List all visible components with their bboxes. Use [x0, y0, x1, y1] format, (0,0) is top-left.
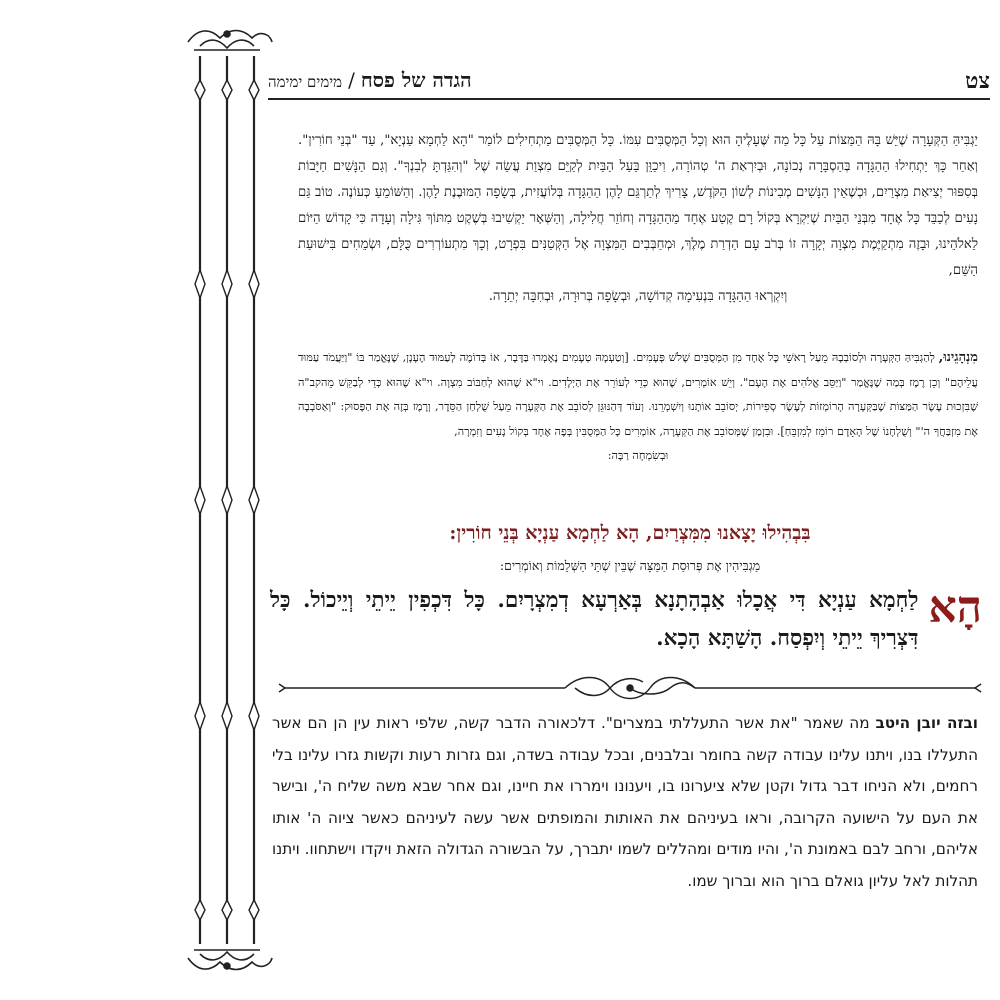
explanation-lead: ובזה יובן היטב [875, 714, 979, 732]
page-header [268, 62, 990, 102]
commentary-block-1 [298, 128, 978, 310]
ornamental-border-icon [180, 20, 275, 980]
page-number: צט [965, 68, 990, 94]
commentary-2-lead: מִנְהָגֵינוּ, [938, 350, 978, 365]
title-separator: / [348, 68, 355, 92]
book-subtitle: מימים ימימה [268, 73, 343, 91]
commentary-2-text: לְהַגְבִּיהַּ הַקְּעָרָה וּלְסוֹבְבָהּ מֵעַל רָאשֵׁי כָּל אֶחָד מִן הַמְּסֻבִּים שָׁלֹשׁ פְּעָמִים. [וְטַעְמָהּ טְעָמִים נֶאֶמְרוּ בַּדָּבָר, אוֹ בְּדוֹמֶה לְעַמּוּד הֶעָנָן, שֶׁנֶּאֱמַר בּוֹ "וַיַּעֲמֹד עַמּוּד עֲלֵיהֶם" וְכֵן רֶמֶז בְּמַה שֶׁנֶּאֱמַר "וַיַּסֵּב אֱלֹהִים אֶת הָעָם". וְיֵשׁ אוֹמְרִים, שֶׁהוּא כְּדֵי לְעוֹרֵר אֶת הַיְלָדִים. וי"א שֶׁהוּא לְחַבּוֹב מִצְוָה. וי"א שֶׁהוּא כְּדֵי לְבַקֵּשׁ מֵהקב"ה שֶׁבִּזְכוּת עֶשֶׂר הַמַּצּוֹת שֶׁבַּקְּעָרָה הָרוֹמְזוֹת לְעֶשֶׂר סְפִירוֹת, יְסוֹבֵב אוֹתָנוּ וְיִשְׁמְרֵנוּ. וְעוֹד דְּהַנּוּגֵּן לְסוֹבֵב אֶת הַקְּעָרָה מֵעַל שֻׁלְחַן הַסֵּדֶר, וְרֶמֶז בְּזֶה אֶת הַפָּסוּק: "וְאַסֹּבְבָה אֶת מִזְבַּחֲךָ ה'" וְשֻׁלְחָנוֹ שֶׁל הָאָדָם רוֹמֵז לְמִזְבֵּחַ]. וּבִזְמַן שֶׁמְּסוֹבֵב אֶת הַקְּעָרָה, אוֹמְרִים כָּל הַמְּסֻבִּין בְּפֶה אֶחָד בְּקוֹל נָעִים וְזִמְרָה, [298, 351, 978, 438]
explanation-text: מה שאמר "את אשר התעללתי במצרים". דלכאורה הדבר קשה, שלפי ראות עין הן הם אשר התעללו בנו, ויתנו עלינו עבודה קשה בחומר ובלבנים, ובכל עבודה בשדה, וגם גזרות רעות וקשות גזרו עלינו בלי רחמים, ולא הניחו דבר גדול וקטן שלא ציערונו בו, ויענונו וימררו את חיינו, וגם אחר שבא משה שליח ה', ובישר את העם על הישועה הקרובה, וראו בעיניהם את האותות והמופתים אשר עשה לעיניהם כאשר ציוה ה' אותו אליהם, ורחב לבם באמונת ה', והיו מודים ומהללים לשמו יתברך, על הבשורה הגדולה הזאת ויקדו וישתחוו. ויתנו תהלות לאל עליון גואלם ברוך הוא וברוך שמו. [272, 714, 978, 890]
commentary-2-last-line: וּבְשִׂמְחָה רַבָּה: [607, 449, 669, 462]
section-headline: בִּבְהִילוּ יָצָאנוּ מִמִּצְרַיִם, הָא לַחְמָא עַנְיָא בְּנֵי חוֹרִין: [449, 522, 811, 544]
instruction-line: מַגְבִּיהִין אֶת פְּרוּסַת הַמַּצָּה שֶׁבֵּין שְׁתֵּי הַשְּׁלֵמוֹת וְאוֹמְרִים: [499, 558, 761, 573]
ha-lachma-text: לַחְמָא עַנְיָא דִּי אֲכָלוּ אַבְהָתָנָא בְּאַרְעָא דְמִצְרָיִם. כָּל דִּכְפִין יֵיתֵי וְיֵיכוֹל. כָּל דִּצְרִיךְ יֵיתֵי וְיִפְסַח. הָשַׁתָּא הָכָא. [270, 588, 919, 651]
ha-lachma-passage [270, 582, 982, 658]
ha-lachma-initial: הָא [928, 582, 982, 633]
commentary-1-text: יַגְבִּיהַּ הַקְּעָרָה שֶׁיֵּשׁ בָּהּ הַמַּצּוֹת עַל כָּל מַה שֶּׁעָלֶיהָ הוּא וְכָל הַמְּסֻבִּים עִמּוֹ. כָּל הַמְּסֻבִּים מַתְחִילִים לוֹמַר "הָא לַחְמָא עַנְיָא", עַד "בְּנֵי חוֹרִין". וְאַחַר כָּךְ יַתְחִילוּ הַהַגָּדָה בְּהַסְבָּרָה נְכוֹנָה, וּבְיִרְאַת ה' טְהוֹרָה, וִיכַוֵּן בַּעַל הַבַּיִת לְקַיֵּם מִצְוַת עֲשֵׂה שֶׁל "וְהִגַּדְתָּ לְבִנְךָ". וְגַם הַנָּשִׁים חַיָּבוֹת בְּסִפּוּר יְצִיאַת מִצְרַיִם, וּכְשֶׁאֵין הַנָּשִׁים מְבִינוֹת לְשׁוֹן הַקֹּדֶשׁ, צָרִיךְ לְתַרְגֵּם לָהֶן הַהַגָּדָה בְּלוֹעֲזִית, בְּשָׂפָה הַמּוּבֶנֶת לָהֶן. וְהַשּׁוֹמֵעַ כְּעוֹנֶה. טוֹב גַּם נָעִים לְכַבֵּד כָּל אֶחָד מִבְּנֵי הַבַּיִת שֶׁיִּקְרָא בְּקוֹל רָם קֶטַע אֶחָד מֵהַהַגָּדָה וְחוֹזֵר חֲלִילָה, וְהַשְּׁאָר יַקְשִׁיבוּ בְּשֶׁקֶט מִתּוֹךְ גִּילָה וְעָדָה כִּי קָדוֹשׁ הַיּוֹם לֵאלֹהֵינוּ, וּבָזֶה מִתְקַיֶּמֶת מִצְוָה יְקָרָה זוֹ בְּרֹב עָם הַדְרַת מֶלֶךְ, וּמְחַבְּבִים הַמִּצְוָה אֶל הַקְּטַנִּים בִּפְרָט, וְכָךְ מִתְעוֹרְרִים כֻּלָּם, וּשְׂמֵחִים בִּישׁוּעַת הַשֵּׁם, [298, 133, 978, 278]
ornamental-divider-icon [275, 668, 985, 708]
header-rule [268, 98, 990, 100]
running-title [268, 68, 472, 93]
book-title: הגדה של פסח [360, 68, 472, 92]
commentary-block-2 [298, 346, 978, 469]
explanation-paragraph [272, 708, 978, 897]
commentary-1-last-line: וְיִקְרְאוּ הַהַגָּדָה בִּנְעִימָה קְדוֹשָׁה, וּבְשָׂפָה בְּרוּרָה, וּבְחִבָּה יְתֵרָה. [488, 289, 788, 304]
